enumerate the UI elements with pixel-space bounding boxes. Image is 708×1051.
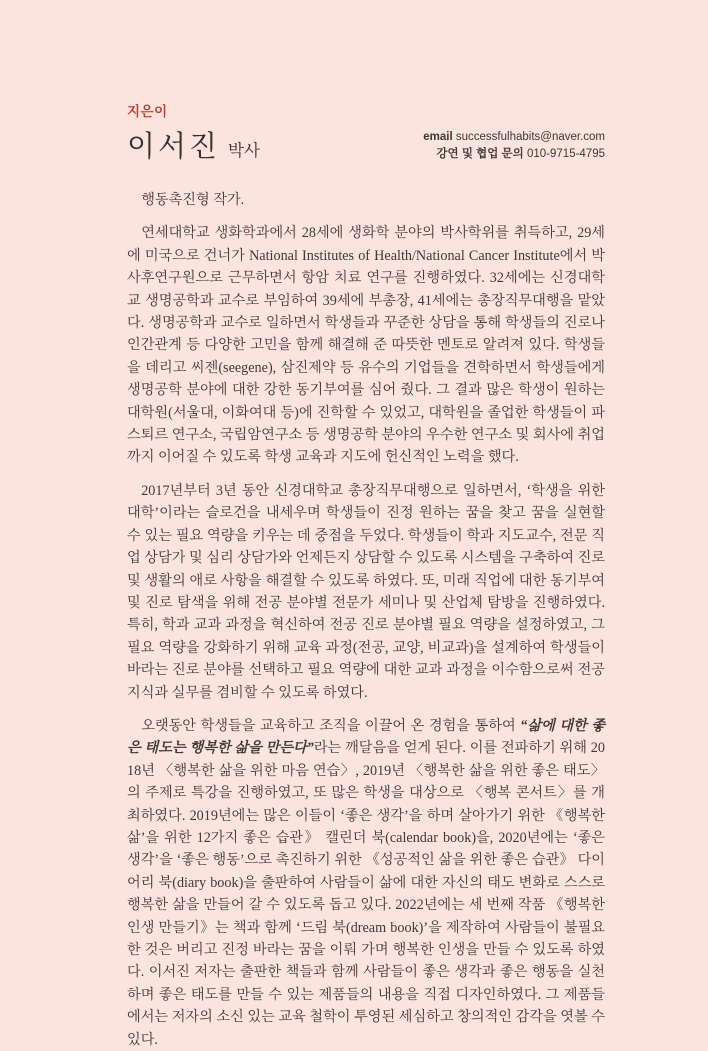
bio-paragraph-3 <box>127 715 605 1051</box>
email-label: email <box>423 131 453 143</box>
author-title: 박사 <box>228 141 260 160</box>
contact-email-line <box>423 129 605 146</box>
bio-paragraph-1: 연세대학교 생화학과에서 28세에 생화학 분야의 박사학위를 취득하고, 29세에 미국으로 건너가 National Institutes of Health/National Cancer Institute에서 박사후연구원으로 근무하면서 항암 치료 연구를 진행하였다. 32세에는 신경대학교 생명공학과 교수로 부임하여 39세에 부총장, 41세에는 총장직무대행을 맡았다. 생명공학과 교수로 일하면서 학생들과 꾸준한 상담을 통해 학생들의 진로나 인간관계 등 다양한 고민을 함께 해결해 준 따뜻한 멘토로 알려져 있다. 학생들을 데리고 씨젠(seegene), 삼진제약 등 유수의 기업들을 견학하면서 학생들에게 생명공학 분야에 대한 강한 동기부여를 심어 줬다. 그 결과 많은 학생이 원하는 대학원(서울대, 이화여대 등)에 진학할 수 있었고, 대학원을 졸업한 학생들이 파스퇴르 연구소, 국립암연구소 등 생명공학 분야의 우수한 연구소 및 회사에 취업까지 이어질 수 있도록 학생 교육과 지도에 헌신적인 노력을 했다. <box>127 225 605 466</box>
bio-paragraph-2: 2017년부터 3년 동안 신경대학교 총장직무대행으로 일하면서, ‘학생을 위한 대학’이라는 슬로건을 내세우며 학생들이 진정 원하는 꿈을 찾고 꿈을 실현할 수 있는 필요 역량을 키우는 데 중점을 두었다. 학생들이 학과 지도교수, 전문 직업 상담가 및 심리 상담가와 언제든지 상담할 수 있도록 시스템을 구축하여 진로 및 생활의 애로 사항을 해결할 수 있도록 하였다. 또, 미래 직업에 대한 동기부여 및 진로 탐색을 위해 전공 분야별 전문가 세미나 및 산업체 탐방을 진행하였다. 특히, 학과 교과 과정을 혁신하여 전공 진로 분야별 필요 역량을 설정하였고, 그 필요 역량을 강화하기 위해 교육 과정(전공, 교양, 비교과)을 설계하여 학생들이 바라는 진로 분야를 선택하고 필요 역량에 대한 교과 과정을 이수함으로써 전공 지식과 실무를 겸비할 수 있도록 하였다. <box>127 482 605 701</box>
author-name: 이서진 <box>127 131 221 163</box>
author-header <box>127 124 605 165</box>
biography-text <box>127 189 605 1051</box>
email-value: successfulhabits@naver.com <box>455 131 605 143</box>
contact-phone-line <box>423 146 605 163</box>
bio-paragraph-3-pre: 오랫동안 학생들을 교육하고 조직을 이끌어 온 경험을 통하여 <box>141 717 521 734</box>
bio-paragraph-3-post: 라는 깨달음을 얻게 된다. 이를 전파하기 위해 2018년 〈행복한 삶을 위한 마음 연습〉, 2019년 〈행복한 삶을 위한 좋은 태도〉 의 주제로 특강을 진행하였고, 또 많은 학생을 대상으로 〈행복 콘서트〉를 개최하였다. 2019년에는 많은 이들이 ‘좋은 생각’을 하며 살아가기 위한 《행복한 삶’을 위한 12가지 좋은 습관》 캘린더 북(calendar book)을, 2020년에는 ‘좋은 생각’을 ‘좋은 행동’으로 촉진하기 위한 《성공적인 삶을 위한 좋은 습관》 다이어리 북(diary book)을 출판하여 사람들이 삶에 대한 자신의 태도 변화로 스스로 행복한 삶을 만들어 갈 수 있도록 돕고 있다. 2022년에는 세 번째 작품 《행복한 인생 만들기》는 책과 함께 ‘드림 북(dream book)’을 제작하여 사람들이 불필요한 것은 버리고 진정 바라는 꿈을 이뤄 가며 행복한 인생을 만들 수 있도록 하였다. 이서진 저자는 출판한 책들과 함께 사람들이 좋은 생각과 좋은 행동을 실천하며 좋은 태도를 만들 수 있는 제품들의 내용을 직접 디자인하였다. 그 제품들에서는 저자의 소신 있는 교육 철학이 투영된 세심하고 창의적인 감각을 엿볼 수 있다. <box>127 740 605 1048</box>
author-name-line <box>127 124 260 165</box>
bio-intro-line: 행동촉진형 작가. <box>141 192 245 208</box>
role-label: 지은이 <box>127 104 168 119</box>
contact-block <box>423 129 605 165</box>
phone-label: 강연 및 협업 문의 <box>436 148 524 160</box>
bio-quote: “삶에 대한 좋은 태도는 행복한 삶을 만든다” <box>127 717 605 757</box>
phone-value: 010-9715-4795 <box>526 148 605 160</box>
